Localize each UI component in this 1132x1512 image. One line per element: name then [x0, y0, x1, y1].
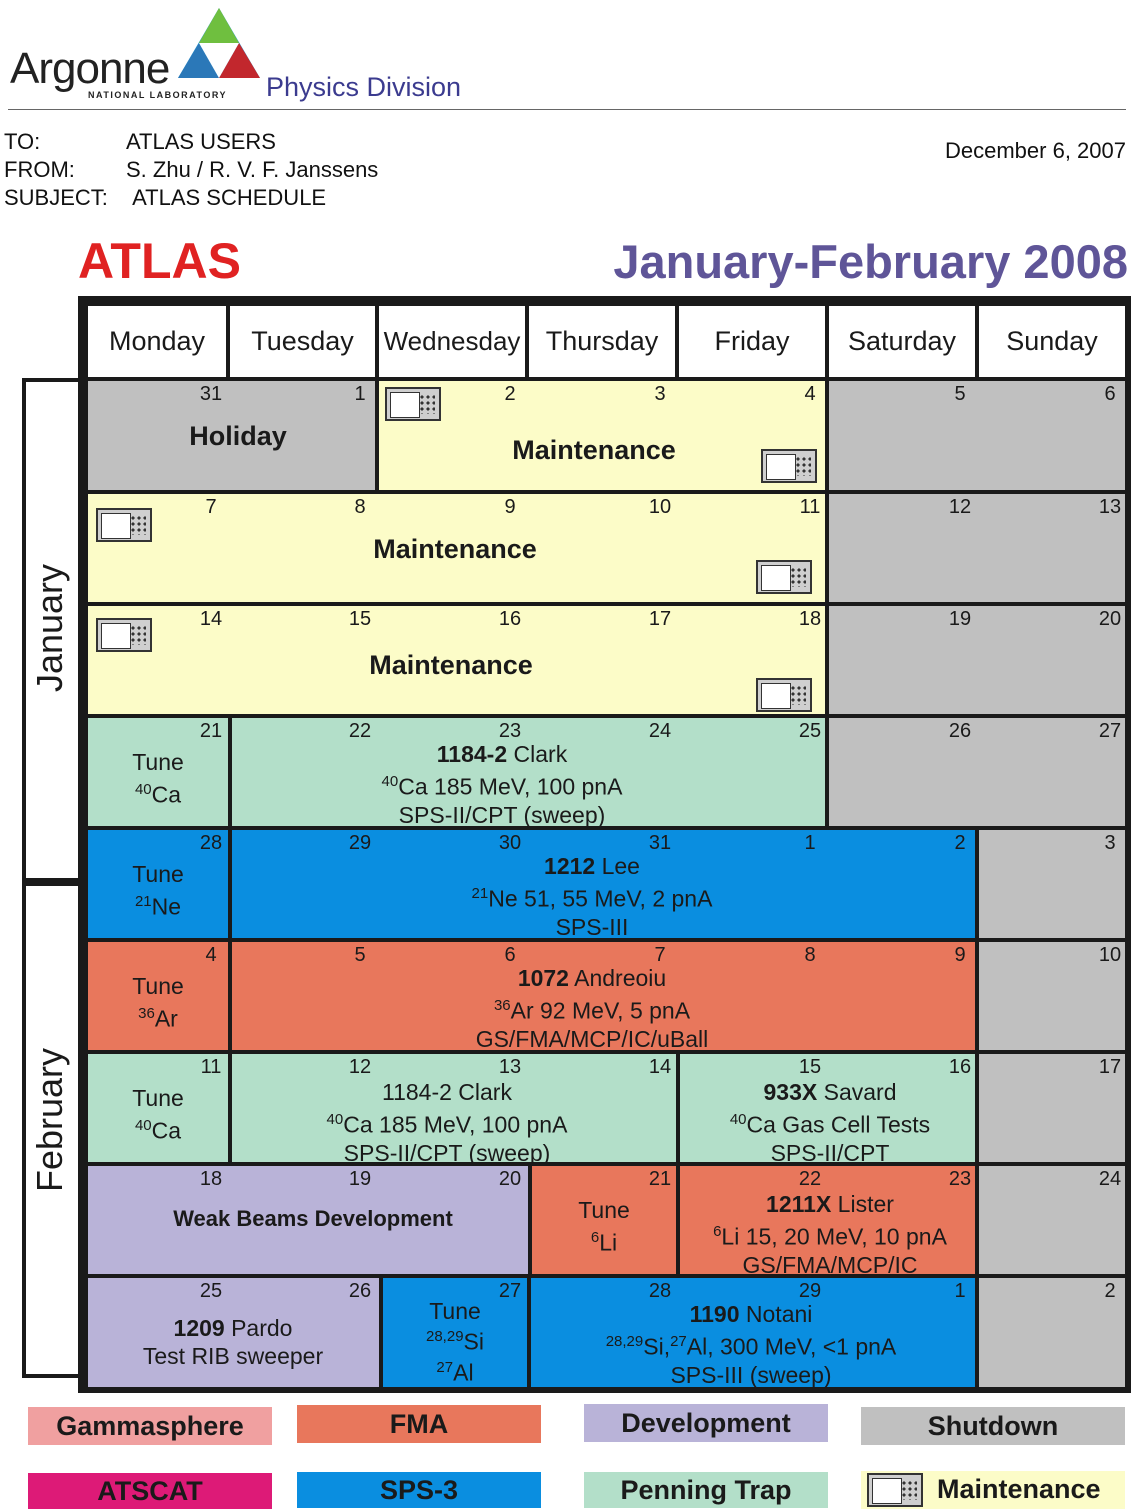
day-number: 30 [498, 832, 522, 854]
day-number: 18 [798, 608, 822, 630]
day-number: 15 [348, 608, 372, 630]
block-shutdown-w3 [829, 606, 1125, 714]
block-experiment-1190 [531, 1278, 975, 1387]
day-header-saturday: Saturday [829, 306, 975, 377]
day-number: 1 [804, 832, 816, 854]
tune-label: Tune $^{36}$Ar [132, 973, 184, 1032]
day-number: 16 [498, 608, 522, 630]
block-experiment-1212 [232, 830, 975, 938]
logo-name: Argonne [10, 44, 170, 93]
day-number: 17 [648, 608, 672, 630]
to-value: ATLAS USERS [126, 129, 276, 154]
to-label: TO: [4, 129, 41, 154]
calendar-grid [78, 296, 1131, 1393]
tune-label: Tune $^{28,29}$Si $^{27}$Al [426, 1298, 484, 1386]
day-number: 5 [354, 944, 366, 966]
experiment-text: 1072 Andreoiu $^{36}$Ar 92 MeV, 5 pnA GS/FMA/MCP/IC/uBall [475, 965, 709, 1052]
block-experiment-1184-2-w7 [232, 1054, 676, 1166]
block-shutdown-w4 [829, 718, 1125, 826]
month-label-january: January [29, 563, 70, 693]
subject-value: ATLAS SCHEDULE [132, 185, 327, 210]
oscilloscope-icon [385, 387, 441, 421]
day-number: 31 [648, 832, 672, 854]
day-number: 4 [804, 383, 816, 405]
day-number: 12 [348, 1056, 372, 1078]
tune-label: Tune $^{21}$Ne [132, 861, 184, 920]
day-number: 28 [648, 1280, 672, 1302]
legend-sps3: SPS-3 [297, 1472, 541, 1508]
day-number: 7 [654, 944, 666, 966]
day-number: 16 [948, 1056, 972, 1078]
day-number: 29 [348, 832, 372, 854]
legend-atscat: ATSCAT [28, 1473, 272, 1509]
oscilloscope-icon [867, 1473, 923, 1507]
day-number: 13 [1098, 496, 1122, 518]
day-number: 10 [648, 496, 672, 518]
day-number: 26 [348, 1280, 372, 1302]
day-number: 27 [498, 1280, 522, 1302]
logo-sub: NATIONAL LABORATORY [88, 90, 227, 100]
day-number: 21 [199, 720, 223, 742]
triangle-logo-icon [178, 8, 260, 78]
holiday-label: Holiday [189, 421, 287, 451]
day-number: 24 [1098, 1168, 1122, 1190]
block-maintenance-w1 [379, 381, 825, 490]
day-number: 3 [1104, 832, 1116, 854]
day-number: 11 [799, 496, 821, 518]
day-number: 8 [804, 944, 816, 966]
day-number: 22 [348, 720, 372, 742]
day-number: 18 [199, 1168, 223, 1190]
day-number: 15 [798, 1056, 822, 1078]
day-number: 6 [504, 944, 516, 966]
block-holiday [88, 381, 375, 490]
legend-shutdown: Shutdown [861, 1407, 1125, 1445]
day-number: 23 [948, 1168, 972, 1190]
day-number: 9 [504, 496, 516, 518]
header-rule [8, 109, 1126, 110]
legend-development: Development [584, 1404, 828, 1442]
day-number: 13 [498, 1056, 522, 1078]
experiment-text: 933X Savard $^{40}$Ca Gas Cell Tests SPS-II/CPT [729, 1079, 931, 1166]
day-number: 12 [948, 496, 972, 518]
day-number: 20 [498, 1168, 522, 1190]
block-experiment-1072 [232, 942, 975, 1050]
day-header-thursday: Thursday [529, 306, 675, 377]
day-number: 10 [1098, 944, 1122, 966]
memo-date: December 6, 2007 [945, 138, 1126, 163]
experiment-text: 1190 Notani $^{28,29}$Si,$^{27}$Al, 300 MeV, <1 pnA SPS-III (sweep) [605, 1301, 897, 1388]
day-number: 6 [1104, 383, 1116, 405]
day-number: 5 [954, 383, 966, 405]
day-number: 24 [648, 720, 672, 742]
maintenance-label: Maintenance [373, 534, 537, 564]
experiment-text: 1184-2 Clark $^{40}$Ca 185 MeV, 100 pnA SPS-II/CPT (sweep) [326, 1079, 568, 1166]
block-development [88, 1166, 528, 1274]
day-header-tuesday: Tuesday [230, 306, 375, 377]
day-number: 7 [205, 496, 217, 518]
month-label-february: February [29, 1047, 70, 1193]
oscilloscope-icon [96, 508, 152, 542]
tune-label: Tune $^{40}$Ca [132, 749, 184, 808]
day-header-friday: Friday [679, 306, 825, 377]
development-label: Weak Beams Development [173, 1206, 453, 1231]
day-header-monday: Monday [88, 306, 226, 377]
tune-label: Tune $^6$Li [578, 1197, 630, 1256]
legend-maintenance-label: Maintenance [937, 1474, 1101, 1504]
day-number: 19 [948, 608, 972, 630]
oscilloscope-icon [756, 678, 812, 712]
day-number: 2 [954, 832, 966, 854]
block-experiment-1211x [680, 1166, 975, 1278]
day-number: 28 [199, 832, 223, 854]
day-number: 25 [798, 720, 822, 742]
memo-labels [4, 128, 108, 212]
experiment-text: 1212 Lee $^{21}$Ne 51, 55 MeV, 2 pnA SPS-III [471, 853, 713, 940]
maintenance-label: Maintenance [369, 650, 533, 680]
day-header-wednesday: Wednesday [379, 306, 525, 377]
day-number: 20 [1098, 608, 1122, 630]
day-number: 9 [954, 944, 966, 966]
from-label: FROM: [4, 157, 75, 182]
tune-label: Tune $^{40}$Ca [132, 1085, 184, 1144]
day-number: 29 [798, 1280, 822, 1302]
day-number: 8 [354, 496, 366, 518]
legend-penning-trap: Penning Trap [584, 1472, 828, 1508]
day-number: 25 [199, 1280, 223, 1302]
legend-fma: FMA [297, 1405, 541, 1443]
memo-values [126, 128, 378, 212]
day-number: 26 [948, 720, 972, 742]
legend-maintenance [861, 1471, 1125, 1509]
argonne-logo [8, 6, 258, 102]
day-number: 31 [199, 383, 223, 405]
from-value: S. Zhu / R. V. F. Janssens [126, 157, 379, 182]
oscilloscope-icon [761, 449, 817, 483]
legend-gammasphere: Gammasphere [28, 1407, 272, 1445]
day-number: 1 [954, 1280, 966, 1302]
experiment-text: 1209 Pardo Test RIB sweeper [142, 1315, 324, 1369]
experiment-text: 1211X Lister $^6$Li 15, 20 MeV, 10 pnA GS/FMA/MCP/IC [713, 1191, 947, 1278]
day-number: 14 [648, 1056, 672, 1078]
day-number: 23 [498, 720, 522, 742]
day-number: 3 [654, 383, 666, 405]
day-header-sunday: Sunday [979, 306, 1125, 377]
period-title: January-February 2008 [613, 235, 1128, 288]
block-shutdown-w2 [829, 494, 1125, 602]
block-shutdown-w1 [829, 381, 1125, 490]
day-number: 2 [504, 383, 516, 405]
day-number: 4 [205, 944, 217, 966]
day-number: 1 [354, 383, 366, 405]
day-number: 21 [648, 1168, 672, 1190]
day-number: 17 [1098, 1056, 1122, 1078]
day-number: 27 [1098, 720, 1122, 742]
oscilloscope-icon [96, 618, 152, 652]
day-number: 19 [348, 1168, 372, 1190]
facility-title: ATLAS [78, 233, 241, 289]
subject-label: SUBJECT: [4, 185, 108, 210]
maintenance-label: Maintenance [512, 435, 676, 465]
day-number: 11 [200, 1056, 222, 1078]
day-number: 14 [199, 608, 223, 630]
block-experiment-1209 [88, 1278, 379, 1387]
block-experiment-933x [680, 1054, 975, 1166]
day-number: 2 [1104, 1280, 1116, 1302]
oscilloscope-icon [756, 560, 812, 594]
day-number: 22 [798, 1168, 822, 1190]
experiment-text: 1184-2 Clark $^{40}$Ca 185 MeV, 100 pnA SPS-II/CPT (sweep) [381, 741, 623, 828]
block-experiment-1184-2 [232, 718, 825, 826]
division-name: Physics Division [266, 72, 462, 102]
